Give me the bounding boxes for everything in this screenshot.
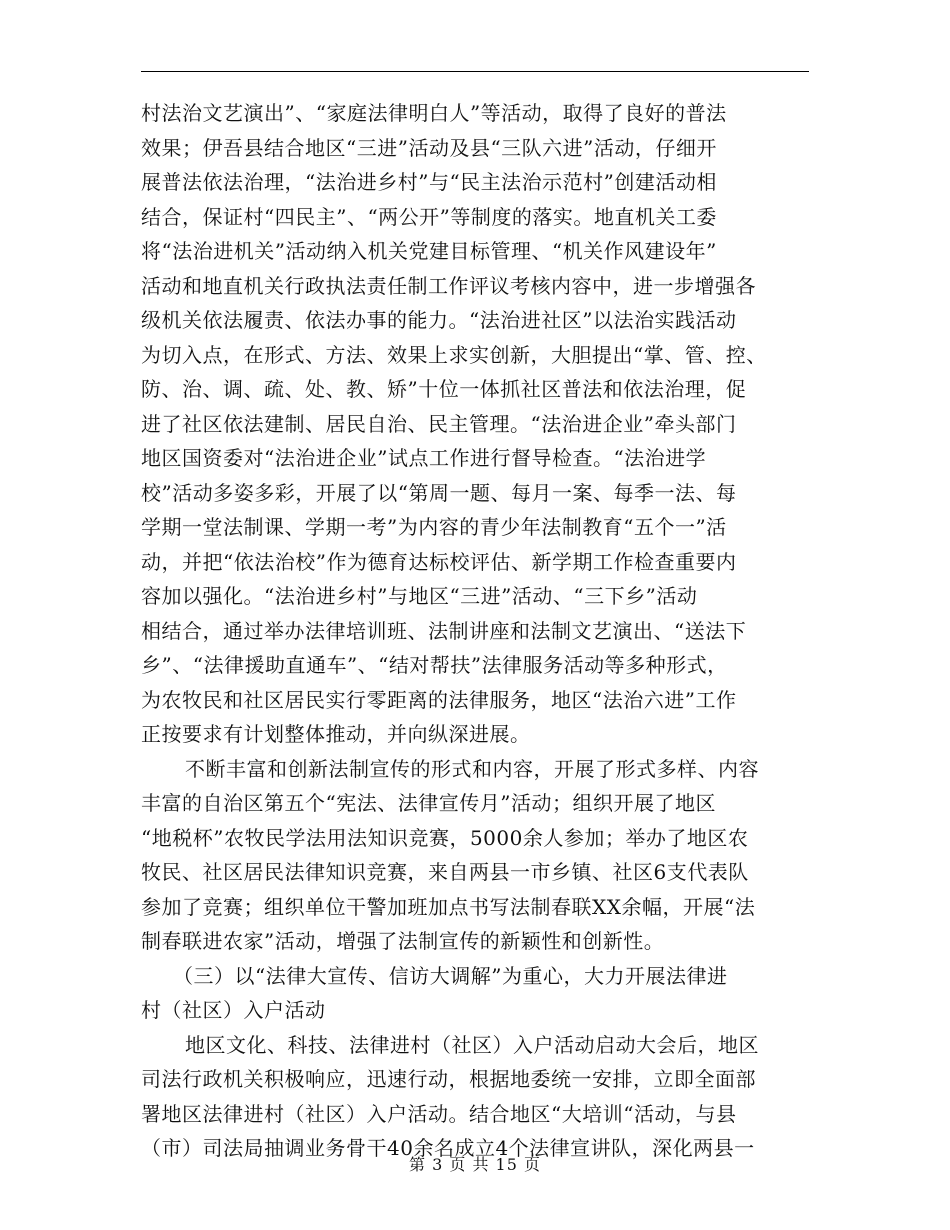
paragraph-start-line: 地区文化、科技、法律进村（社区）入户活动启动大会后，地区 xyxy=(185,1032,759,1057)
text-line: 学期一堂法制课、学期一考”为内容的青少年法制教育“五个一”活 xyxy=(141,515,727,539)
text-line: 正按要求有计划整体推动，并向纵深进展。 xyxy=(141,722,531,746)
text-line: 参加了竞赛；组织单位干警加班加点书写法制春联XX余幅，开展“法 xyxy=(141,894,756,919)
text-line: 进了社区依法建制、居民自治、民主管理。“法治进企业”牵头部门 xyxy=(141,411,737,436)
text-line: 制春联进农家”活动，增强了法制宣传的新颖性和创新性。 xyxy=(141,929,665,953)
body-text xyxy=(141,96,809,1166)
text-line: 校”活动多姿多彩，开展了以“第周一题、每月一案、每季一法、每 xyxy=(141,480,737,505)
text-line: 地区国资委对“法治进企业”试点工作进行督导检查。“法治进学 xyxy=(141,446,707,470)
text-line: （市）司法局抽调业务骨干40余名成立4个法律宣讲队，深化两县一 xyxy=(141,1136,755,1160)
text-line: 动，并把“依法治校”作为德育达标校评估、新学期工作检查重要内 xyxy=(141,549,737,574)
text-line: 容加以强化。“法治进乡村”与地区“三进”活动、“三下乡”活动 xyxy=(141,584,698,608)
text-line: 防、治、调、疏、处、教、矫”十位一体抓社区普法和依法治理，促 xyxy=(141,377,747,401)
text-line: 效果；伊吾县结合地区“三进”活动及县“三队六进”活动，仔细开 xyxy=(141,135,717,160)
section-heading-line: 村（社区）入户活动 xyxy=(141,998,326,1022)
text-line: 村法治文艺演出”、“家庭法律明白人”等活动，取得了良好的普法 xyxy=(141,101,727,125)
text-line: 将“法治进机关”活动纳入机关党建目标管理、“机关作风建设年” xyxy=(141,239,717,263)
page-number-footer: 第 3 页 共 15 页 xyxy=(409,1155,541,1174)
section-heading-line: （三）以“法律大宣传、信访大调解”为重心，大力开展法律进 xyxy=(173,963,728,988)
text-line: 牧民、社区居民法律知识竞赛，来自两县一市乡镇、社区6支代表队 xyxy=(141,860,749,884)
text-line: 级机关依法履责、依法办事的能力。“法治进社区”以法治实践活动 xyxy=(141,308,737,332)
text-line: 展普法依法治理，“法治进乡村”与“民主法治示范村”创建活动相 xyxy=(141,170,717,194)
text-line: 为农牧民和社区居民实行零距离的法律服务，地区“法治六进”工作 xyxy=(141,687,737,712)
text-line: 相结合，通过举办法律培训班、法制讲座和法制文艺演出、“送法下 xyxy=(141,618,747,643)
text-line: 司法行政机关积极响应，迅速行动，根据地委统一安排，立即全面部 xyxy=(141,1067,756,1091)
text-line: 为切入点，在形式、方法、效果上求实创新，大胆提出“掌、管、控、 xyxy=(141,342,767,367)
header-rule xyxy=(141,71,809,72)
paragraph-start-line: 不断丰富和创新法制宣传的形式和内容，开展了形式多样、内容 xyxy=(185,756,759,781)
text-line: 乡”、“法律援助直通车”、“结对帮扶”法律服务活动等多种形式， xyxy=(141,653,728,677)
text-line: 结合，保证村“四民主”、“两公开”等制度的落实。地直机关工委 xyxy=(141,204,717,229)
text-line: 活动和地直机关行政执法责任制工作评议考核内容中，进一步增强各 xyxy=(141,273,756,298)
text-line: 丰富的自治区第五个“宪法、法律宣传月”活动；组织开展了地区 xyxy=(141,791,716,815)
text-line: “地税杯”农牧民学法用法知识竞赛，5000余人参加；举办了地区农 xyxy=(141,825,749,850)
text-line: 署地区法律进村（社区）入户活动。结合地区“大培训“活动，与县 xyxy=(141,1101,737,1126)
